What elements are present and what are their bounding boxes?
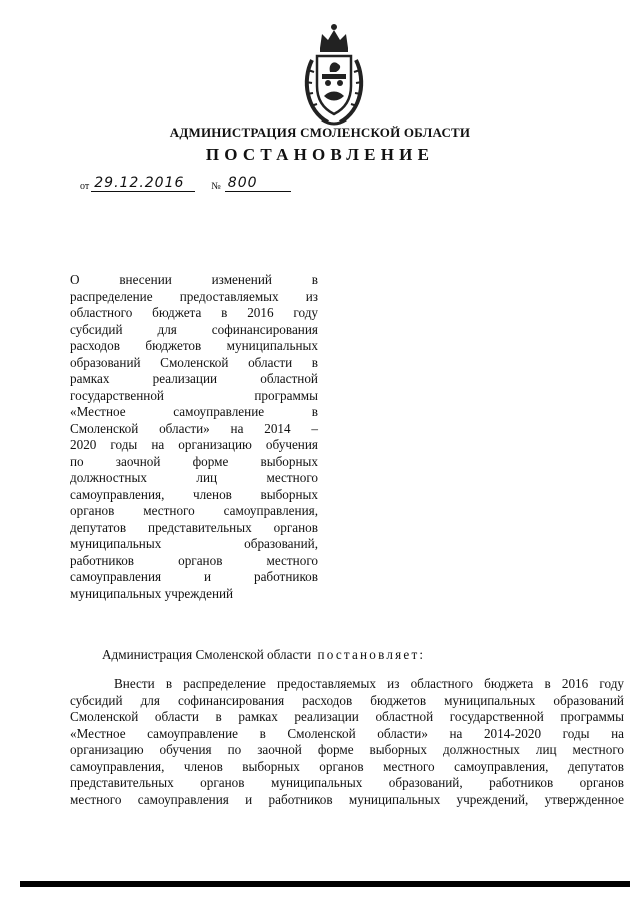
document-type-title: ПОСТАНОВЛЕНИЕ (205, 145, 435, 164)
subject-line: образований Смоленской области в (70, 354, 318, 370)
body-line: «Местное самоуправление в Смоленской области» на 2014-2020 годы на (70, 725, 624, 741)
subject-line: распределение предоставляемых из (70, 288, 318, 304)
body-line: субсидий для софинансирования расходов бюджетов муниципальных образований (70, 692, 624, 708)
subject-line: должностных лиц местного (70, 470, 318, 485)
subject-line: муниципальных учреждений (70, 585, 234, 601)
body-line: местного самоуправления и работников муниципальных учреждений, утвержденное (70, 791, 624, 807)
body-line: представительных органов муниципальных образований, работников органов (70, 775, 624, 790)
decree-verb: постановляет: (317, 647, 426, 662)
body-line: Смоленской области в рамках реализации областной государственной программы (70, 709, 624, 724)
bottom-border-line (20, 881, 630, 887)
subject-line: органов местного самоуправления, (70, 503, 318, 518)
subject-line: О внесении изменений в (70, 272, 318, 287)
subject-line: государственной программы (70, 387, 318, 403)
subject-line: 2020 годы на организацию обучения (70, 437, 318, 452)
subject-line: самоуправления и работников (70, 569, 318, 584)
body-paragraph (70, 676, 624, 808)
decree-statement (102, 647, 425, 663)
subject-line: рамках реализации областной (70, 371, 318, 386)
date-label: от (80, 181, 90, 192)
subject-block (70, 272, 318, 602)
subject-line: муниципальных образований, (70, 536, 318, 551)
subject-line: депутатов представительных органов (70, 519, 318, 535)
subject-line: областного бюджета в 2016 году (70, 305, 318, 320)
subject-line: работников органов местного (70, 552, 318, 568)
smolensk-coat-of-arms-icon (298, 20, 370, 132)
subject-line: Смоленской области» на 2014 – (70, 420, 318, 436)
subject-line: по заочной форме выборных (70, 453, 318, 469)
body-line: организацию обучения по заочной форме выборных должностных лиц местного (70, 742, 624, 757)
subject-line: самоуправления, членов выборных (70, 486, 318, 502)
body-line: Внести в распределение предоставляемых из областного бюджета в 2016 году (114, 676, 624, 691)
handwritten-date: 29.12.2016 (91, 175, 195, 192)
subject-line: субсидий для софинансирования (70, 321, 318, 337)
handwritten-number: 800 (225, 175, 291, 192)
subject-line: расходов бюджетов муниципальных (70, 338, 318, 353)
organization-name: АДМИНИСТРАЦИЯ СМОЛЕНСКОЙ ОБЛАСТИ (169, 125, 471, 140)
body-line: самоуправления, членов выборных органов местного самоуправления, депутатов (70, 758, 624, 774)
date-number-line (80, 174, 291, 192)
decree-lead: Администрация Смоленской области (102, 647, 312, 662)
subject-line: «Местное самоуправление в (70, 404, 318, 419)
number-label: № (211, 181, 221, 192)
